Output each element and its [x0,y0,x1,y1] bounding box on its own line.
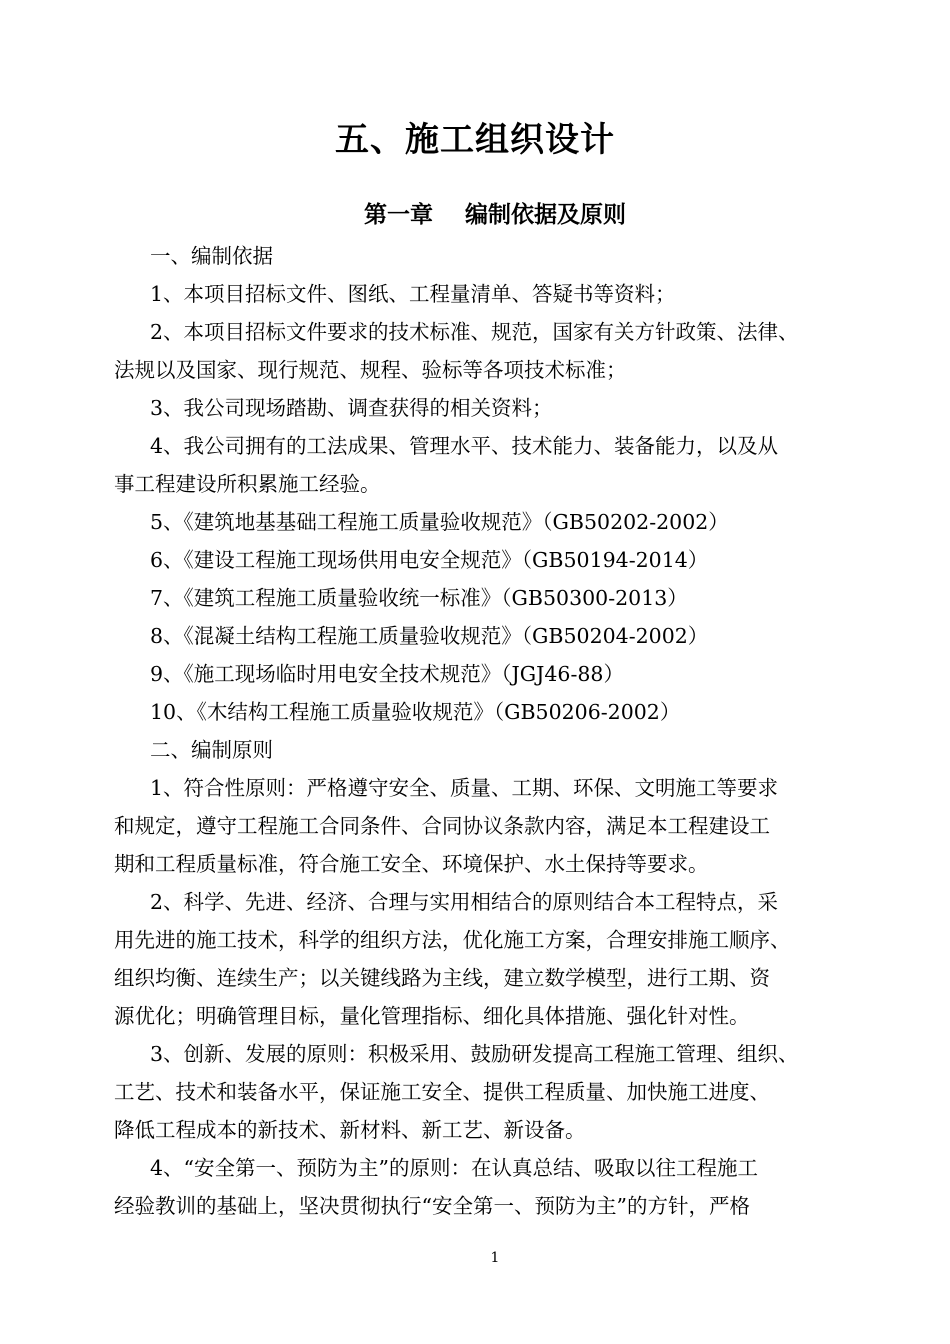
paragraph-line: 3、我公司现场踏勘、调查获得的相关资料； [150,396,553,420]
reference-item: 9、《施工现场临时用电安全技术规范》（JGJ46-88） [150,662,624,686]
paragraph-line: 工艺、技术和装备水平，保证施工安全、提供工程质量、加快施工进度、 [114,1080,770,1104]
reference-item: 8、《混凝土结构工程施工质量验收规范》（GB50204-2002） [150,624,709,648]
paragraph-line: 3、创新、发展的原则：积极采用、鼓励研发提高工程施工管理、组织、 [150,1042,799,1066]
reference-item: 10、《木结构工程施工质量验收规范》（GB50206-2002） [150,700,681,724]
document-title: 五、施工组织设计 [335,120,615,160]
paragraph-line: 4、我公司拥有的工法成果、管理水平、技术能力、装备能力，以及从 [150,434,779,458]
paragraph-line: 2、本项目招标文件要求的技术标准、规范，国家有关方针政策、法律、 [150,320,799,344]
paragraph-line: 2、科学、先进、经济、合理与实用相结合的原则结合本工程特点，采 [150,890,779,914]
paragraph-line: 1、符合性原则：严格遵守安全、质量、工期、环保、文明施工等要求 [150,776,779,800]
paragraph-line: 法规以及国家、现行规范、规程、验标等各项技术标准； [114,358,627,382]
paragraph-line: 4、“安全第一、预防为主”的原则：在认真总结、吸取以往工程施工 [150,1156,759,1180]
paragraph-line: 期和工程质量标准，符合施工安全、环境保护、水土保持等要求。 [114,852,709,876]
paragraph-line: 1、本项目招标文件、图纸、工程量清单、答疑书等资料； [150,282,676,306]
reference-item: 5、《建筑地基基础工程施工质量验收规范》（GB50202-2002） [150,510,729,534]
paragraph-line: 经验教训的基础上，坚决贯彻执行“安全第一、预防为主”的方针，严格 [114,1194,750,1218]
section-heading: 二、编制原则 [150,738,273,762]
paragraph-line: 源优化；明确管理目标，量化管理指标、细化具体措施、强化针对性。 [114,1004,750,1028]
chapter-label: 第一章 [363,201,433,228]
paragraph-line: 组织均衡、连续生产；以关键线路为主线，建立数学模型，进行工期、资 [114,966,770,990]
chapter-heading [0,196,950,229]
paragraph-line: 用先进的施工技术，科学的组织方法，优化施工方案，合理安排施工顺序、 [114,928,791,952]
paragraph-line: 降低工程成本的新技术、新材料、新工艺、新设备。 [114,1118,586,1142]
reference-item: 7、《建筑工程施工质量验收统一标准》（GB50300-2013） [150,586,688,610]
paragraph-line: 和规定，遵守工程施工合同条件、合同协议条款内容，满足本工程建设工 [114,814,770,838]
chapter-name: 编制依据及原则 [465,201,627,228]
reference-item: 6、《建设工程施工现场供用电安全规范》（GB50194-2014） [150,548,709,572]
section-heading: 一、编制依据 [150,244,273,268]
paragraph-line: 事工程建设所积累施工经验。 [114,472,381,496]
page-number: 1 [490,1250,500,1266]
